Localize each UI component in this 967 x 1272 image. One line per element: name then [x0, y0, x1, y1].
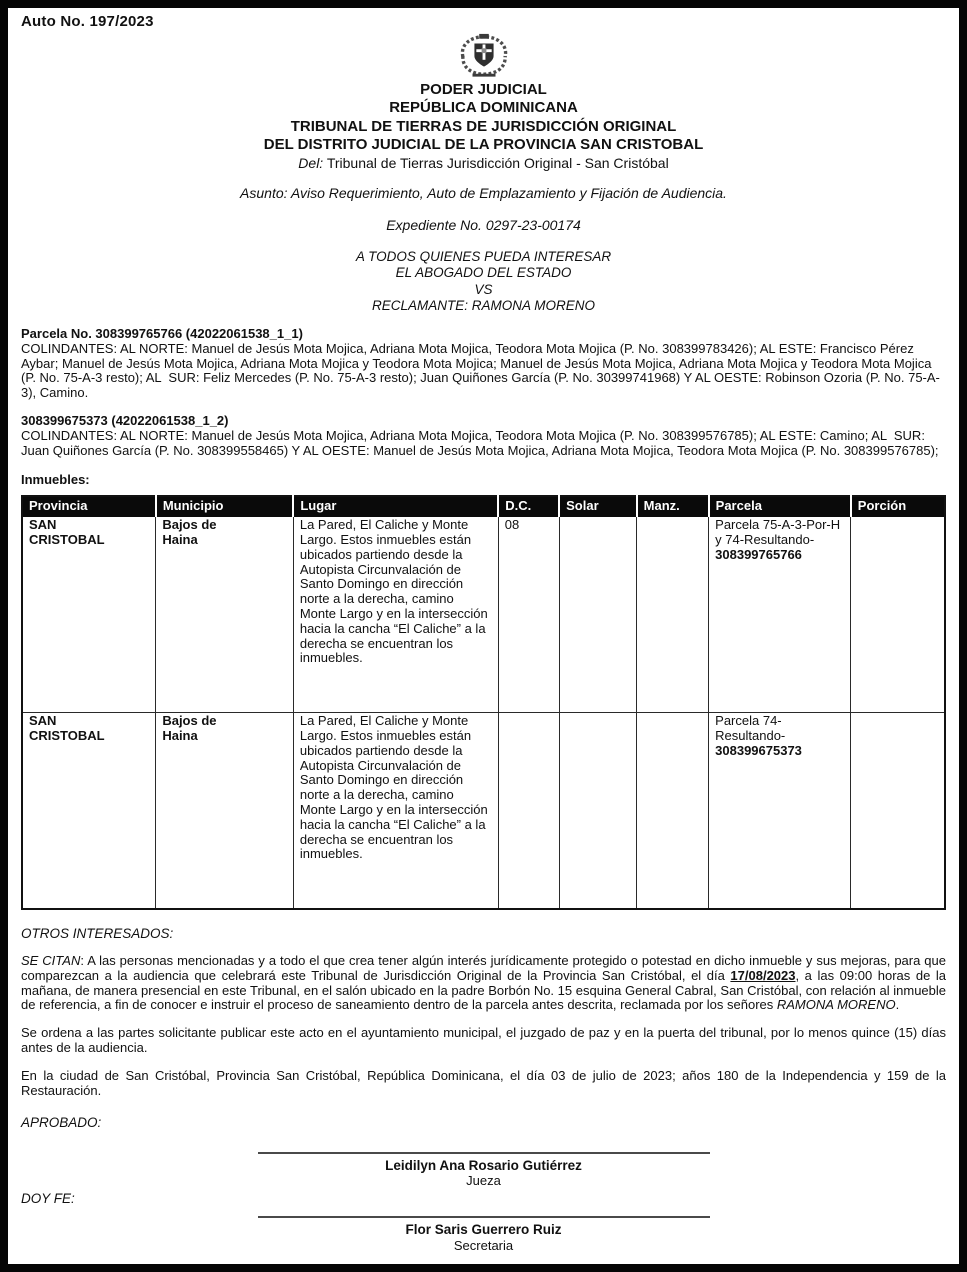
publication-order-paragraph: Se ordena a las partes solicitante publicar este acto en el ayuntamiento municipal, el juzgado de paz y en la puerta del tribunal, por lo menos quince (15) días antes de la audiencia.: [21, 1025, 946, 1056]
del-value: Tribunal de Tierras Jurisdicción Original - San Cristóbal: [323, 155, 669, 172]
col-header-dc: D.C.: [498, 496, 559, 516]
judge-signature-block: [21, 1152, 946, 1189]
parcel-colindantes: COLINDANTES: AL NORTE: Manuel de Jesús Mota Mojica, Adriana Mota Mojica, Teodora Mota Mojica (P. No. 308399783426); AL ESTE: Francisco Pérez Aybar; Manuel de Jesús Mota Mojica, Adriana Mota Mojica y Teodora Mota Mojica; Manuel de Jesús Mota Mojica, Adriana Mota Mojica y Teodora Mota Mojica (P. No. 75-A-3 resto); AL SUR: Feliz Mercedes (P. No. 75-A-3 resto); Juan Quiñones García (P. No. 30399741968) Y AL OESTE: Robinson Ozoria (P. No. 75-A-3), Camino.: [21, 340, 940, 401]
org-line-4: DEL DISTRITO JUDICIAL DE LA PROVINCIA SAN CRISTOBAL: [263, 135, 704, 153]
cell-porcion: [851, 517, 945, 713]
org-line-1: PODER JUDICIAL: [420, 81, 547, 99]
col-header-lugar: Lugar: [293, 496, 498, 516]
secretary-title: Secretaria: [453, 1237, 514, 1253]
properties-table: [21, 495, 946, 909]
table-row: [22, 713, 945, 909]
expediente-line: Expediente No. 0297-23-00174: [386, 217, 581, 234]
cell-manz: [637, 517, 709, 713]
claimant-name: RAMONA MORENO: [776, 997, 896, 1013]
secretary-name: Flor Saris Guerrero Ruiz: [405, 1222, 562, 1238]
parcel-title: Parcela No. 308399765766 (42022061538_1_1): [21, 326, 303, 342]
signature-line: [258, 1216, 710, 1220]
cell-parcela: Parcela 75-A-3-Por-H y 74-Resultando-308399765766: [709, 517, 851, 713]
audience-date: 17/08/2023: [730, 967, 796, 983]
crest-container: [21, 32, 946, 79]
party-line-1: A TODOS QUIENES PUEDA INTERESAR: [355, 249, 612, 265]
parties-block: [21, 249, 946, 314]
cell-parcela: Parcela 74-Resultando-308399675373: [709, 713, 851, 909]
court-header: [21, 81, 946, 172]
cell-provincia: SAN CRISTOBAL: [22, 517, 156, 713]
table-header-row: [22, 496, 945, 516]
del-line: [21, 155, 946, 172]
judge-name: Leidilyn Ana Rosario Gutiérrez: [385, 1157, 582, 1173]
cell-provincia: SAN CRISTOBAL: [22, 713, 156, 909]
inmuebles-label: Inmuebles:: [21, 471, 90, 487]
party-line-2: EL ABOGADO DEL ESTADO: [395, 265, 572, 281]
cell-lugar: La Pared, El Caliche y Monte Largo. Estos inmuebles están ubicados partiendo desde la Autopista Circunvalación de Santo Domingo en dirección norte a la derecha, camino Monte Largo y en la intersección hacia la cancha “El Caliche” a la derecha se encuentran los inmuebles.: [293, 517, 498, 713]
aprobado-label: APROBADO:: [21, 1114, 102, 1130]
cell-solar: [559, 713, 637, 909]
parcel-colindantes: COLINDANTES: AL NORTE: Manuel de Jesús Mota Mojica, Adriana Mota Mojica, Teodora Mota Mojica (P. No. 308399576785); AL ESTE: Camino; AL SUR: Juan Quiñones García (P. No. 308399558465) Y AL OESTE: Manuel de Jesús Mota Mojica, Adriana Mota Mojica, Teodora Mota Mojica (P. No. 308399576785);: [21, 427, 939, 458]
se-citan-lead: SE CITAN: [21, 953, 81, 969]
del-label: Del:: [298, 155, 324, 172]
party-line-3: VS: [474, 281, 493, 297]
cell-solar: [559, 517, 637, 713]
doy-fe-label: DOY FE:: [21, 1191, 75, 1207]
parcel-section-1: [21, 327, 946, 401]
cell-porcion: [851, 713, 945, 909]
auto-number: Auto No. 197/2023: [21, 13, 154, 30]
signature-line: [258, 1152, 710, 1156]
coat-of-arms-icon: [453, 66, 515, 81]
col-header-porcion: Porción: [851, 496, 945, 516]
org-line-3: TRIBUNAL DE TIERRAS DE JURISDICCIÓN ORIGINAL: [290, 117, 677, 135]
secretary-signature-block: [21, 1216, 946, 1253]
parcela-number: 308399675373: [715, 742, 802, 758]
parcela-number: 308399765766: [715, 546, 802, 562]
org-line-2: REPÚBLICA DOMINICANA: [389, 99, 578, 117]
parcel-section-2: [21, 414, 946, 458]
asunto-line: Asunto: Aviso Requerimiento, Auto de Emplazamiento y Fijación de Audiencia.: [240, 185, 727, 202]
col-header-manz: Manz.: [637, 496, 709, 516]
party-line-4: RECLAMANTE: RAMONA MORENO: [371, 297, 596, 313]
citation-paragraph: SE CITAN: A las personas mencionadas y a todo el que crea tener algún interés jurídicamente protegido o potestad en dicho inmueble y sus mejoras, para que comparezcan a la audiencia que celebrará este Tribunal de Jurisdicción Original de la Provincia San Cristóbal, el día 17/08/2023, a las 09:00 horas de la mañana, de manera presencial en este Tribunal, en el salón ubicado en la padre Borbón No. 15 esquina General Cabral, San Cristóbal, con relación al inmueble de referencia, a fin de conocer e instruir el proceso de saneamiento dentro de la parcela antes descrita, reclamada por los señores RAMONA MORENO.: [21, 953, 946, 1013]
cell-dc: [498, 713, 559, 909]
cell-lugar: La Pared, El Caliche y Monte Largo. Estos inmuebles están ubicados partiendo desde la Autopista Circunvalación de Santo Domingo en dirección norte a la derecha, camino Monte Largo y en la intersección hacia la cancha “El Caliche” a la derecha se encuentran los inmuebles.: [293, 713, 498, 909]
col-header-provincia: Provincia: [22, 496, 156, 516]
judge-title: Jueza: [466, 1173, 501, 1189]
col-header-solar: Solar: [559, 496, 637, 516]
col-header-parcela: Parcela: [709, 496, 851, 516]
cell-dc: 08: [498, 517, 559, 713]
col-header-municipio: Municipio: [156, 496, 294, 516]
table-row: [22, 517, 945, 713]
otros-interesados-label: OTROS INTERESADOS:: [21, 925, 174, 941]
cell-municipio: Bajos de Haina: [156, 517, 294, 713]
cell-manz: [637, 713, 709, 909]
parcel-title: 308399675373 (42022061538_1_2): [21, 413, 229, 429]
cell-municipio: Bajos de Haina: [156, 713, 294, 909]
city-date-paragraph: En la ciudad de San Cristóbal, Provincia San Cristóbal, República Dominicana, el día 03 de julio de 2023; años 180 de la Independencia y 159 de la Restauración.: [21, 1067, 946, 1098]
